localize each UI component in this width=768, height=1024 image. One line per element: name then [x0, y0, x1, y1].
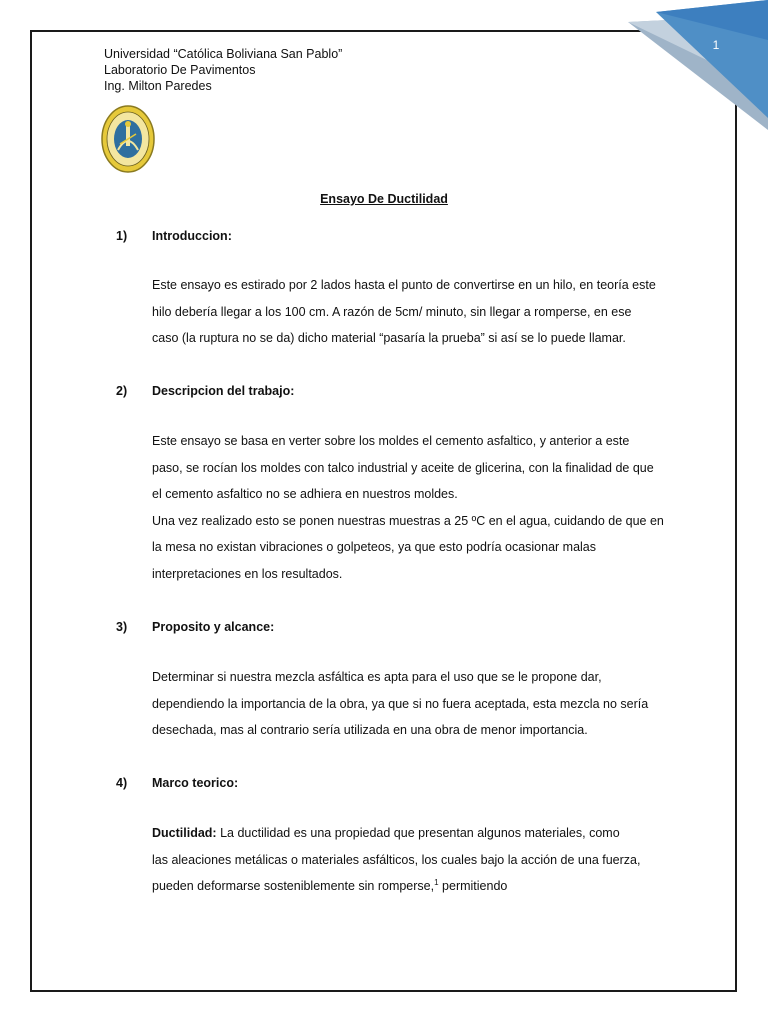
document-title: Ensayo De Ductilidad: [320, 192, 448, 206]
paragraph-line: desechada, mas al contrario sería utilizada en una obra de menor importancia.: [152, 723, 588, 737]
document-header: [104, 46, 342, 94]
paragraph-introduccion: [152, 272, 672, 352]
corner-ribbon-decoration: [598, 0, 768, 140]
paragraph-line: la mesa no existan vibraciones o golpeteos, ya que esto podría ocasionar malas: [152, 540, 597, 554]
section-number: 4): [116, 776, 128, 790]
paragraph-line: [152, 873, 672, 900]
section-heading-descripcion: [116, 384, 294, 398]
paragraph-line: hilo debería llegar a los 100 cm. A razón de 5cm/ minuto, sin llegar a romperse, en ese: [152, 304, 632, 319]
paragraph-descripcion: [152, 428, 672, 587]
university-name: Universidad “Católica Boliviana San Pablo”: [104, 47, 343, 61]
paragraph-line: el cemento asfaltico no se adhiera en nuestros moldes.: [152, 487, 458, 501]
definition-text: pueden deformarse sosteniblemente sin romperse,: [152, 879, 435, 893]
lab-name: Laboratorio De Pavimentos: [104, 63, 256, 77]
definition-text: La ductilidad es una propiedad que presentan algunos materiales, como: [216, 826, 620, 840]
page-number: 1: [712, 38, 720, 52]
section-title: Introduccion:: [152, 229, 232, 243]
section-number: 3): [116, 620, 128, 634]
university-seal-logo: [100, 104, 156, 174]
section-heading-marco-teorico: [116, 776, 238, 790]
paragraph-line: dependiendo la importancia de la obra, ya que si no fuera aceptada, esta mezcla no sería: [152, 696, 649, 711]
paragraph-line: Una vez realizado esto se ponen nuestras muestras a 25 ºC en el agua, cuidando de que en: [152, 513, 664, 528]
paragraph-proposito: [152, 664, 672, 744]
section-heading-proposito: [116, 620, 274, 634]
section-heading-introduccion: [116, 229, 232, 243]
paragraph-line: [152, 820, 672, 847]
section-number: 1): [116, 229, 128, 243]
definition-term: Ductilidad:: [152, 826, 217, 840]
section-title: Descripcion del trabajo:: [152, 384, 295, 398]
paragraph-line: paso, se rocían los moldes con talco industrial y aceite de glicerina, con la finalidad de que: [152, 460, 654, 475]
paragraph-line: Este ensayo se basa en verter sobre los moldes el cemento asfaltico, y anterior a este: [152, 434, 630, 448]
paragraph-line: interpretaciones en los resultados.: [152, 566, 343, 581]
paragraph-line: las aleaciones metálicas o materiales asfálticos, los cuales bajo la acción de una fuerza,: [152, 852, 641, 867]
paragraph-line: caso (la ruptura no se da) dicho material “pasaría la prueba” si así se lo puede llamar.: [152, 331, 626, 345]
section-number: 2): [116, 384, 128, 398]
paragraph-line: Este ensayo es estirado por 2 lados hasta el punto de convertirse en un hilo, en teoría este: [152, 278, 656, 292]
footnote-reference[interactable]: 1: [434, 877, 439, 887]
author-name: Ing. Milton Paredes: [104, 79, 212, 93]
paragraph-line: Determinar si nuestra mezcla asfáltica es apta para el uso que se le propone dar,: [152, 670, 602, 684]
section-title: Proposito y alcance:: [152, 620, 275, 634]
paragraph-marco-teorico: [152, 820, 672, 900]
definition-text: permitiendo: [438, 879, 508, 893]
section-title: Marco teorico:: [152, 776, 239, 790]
